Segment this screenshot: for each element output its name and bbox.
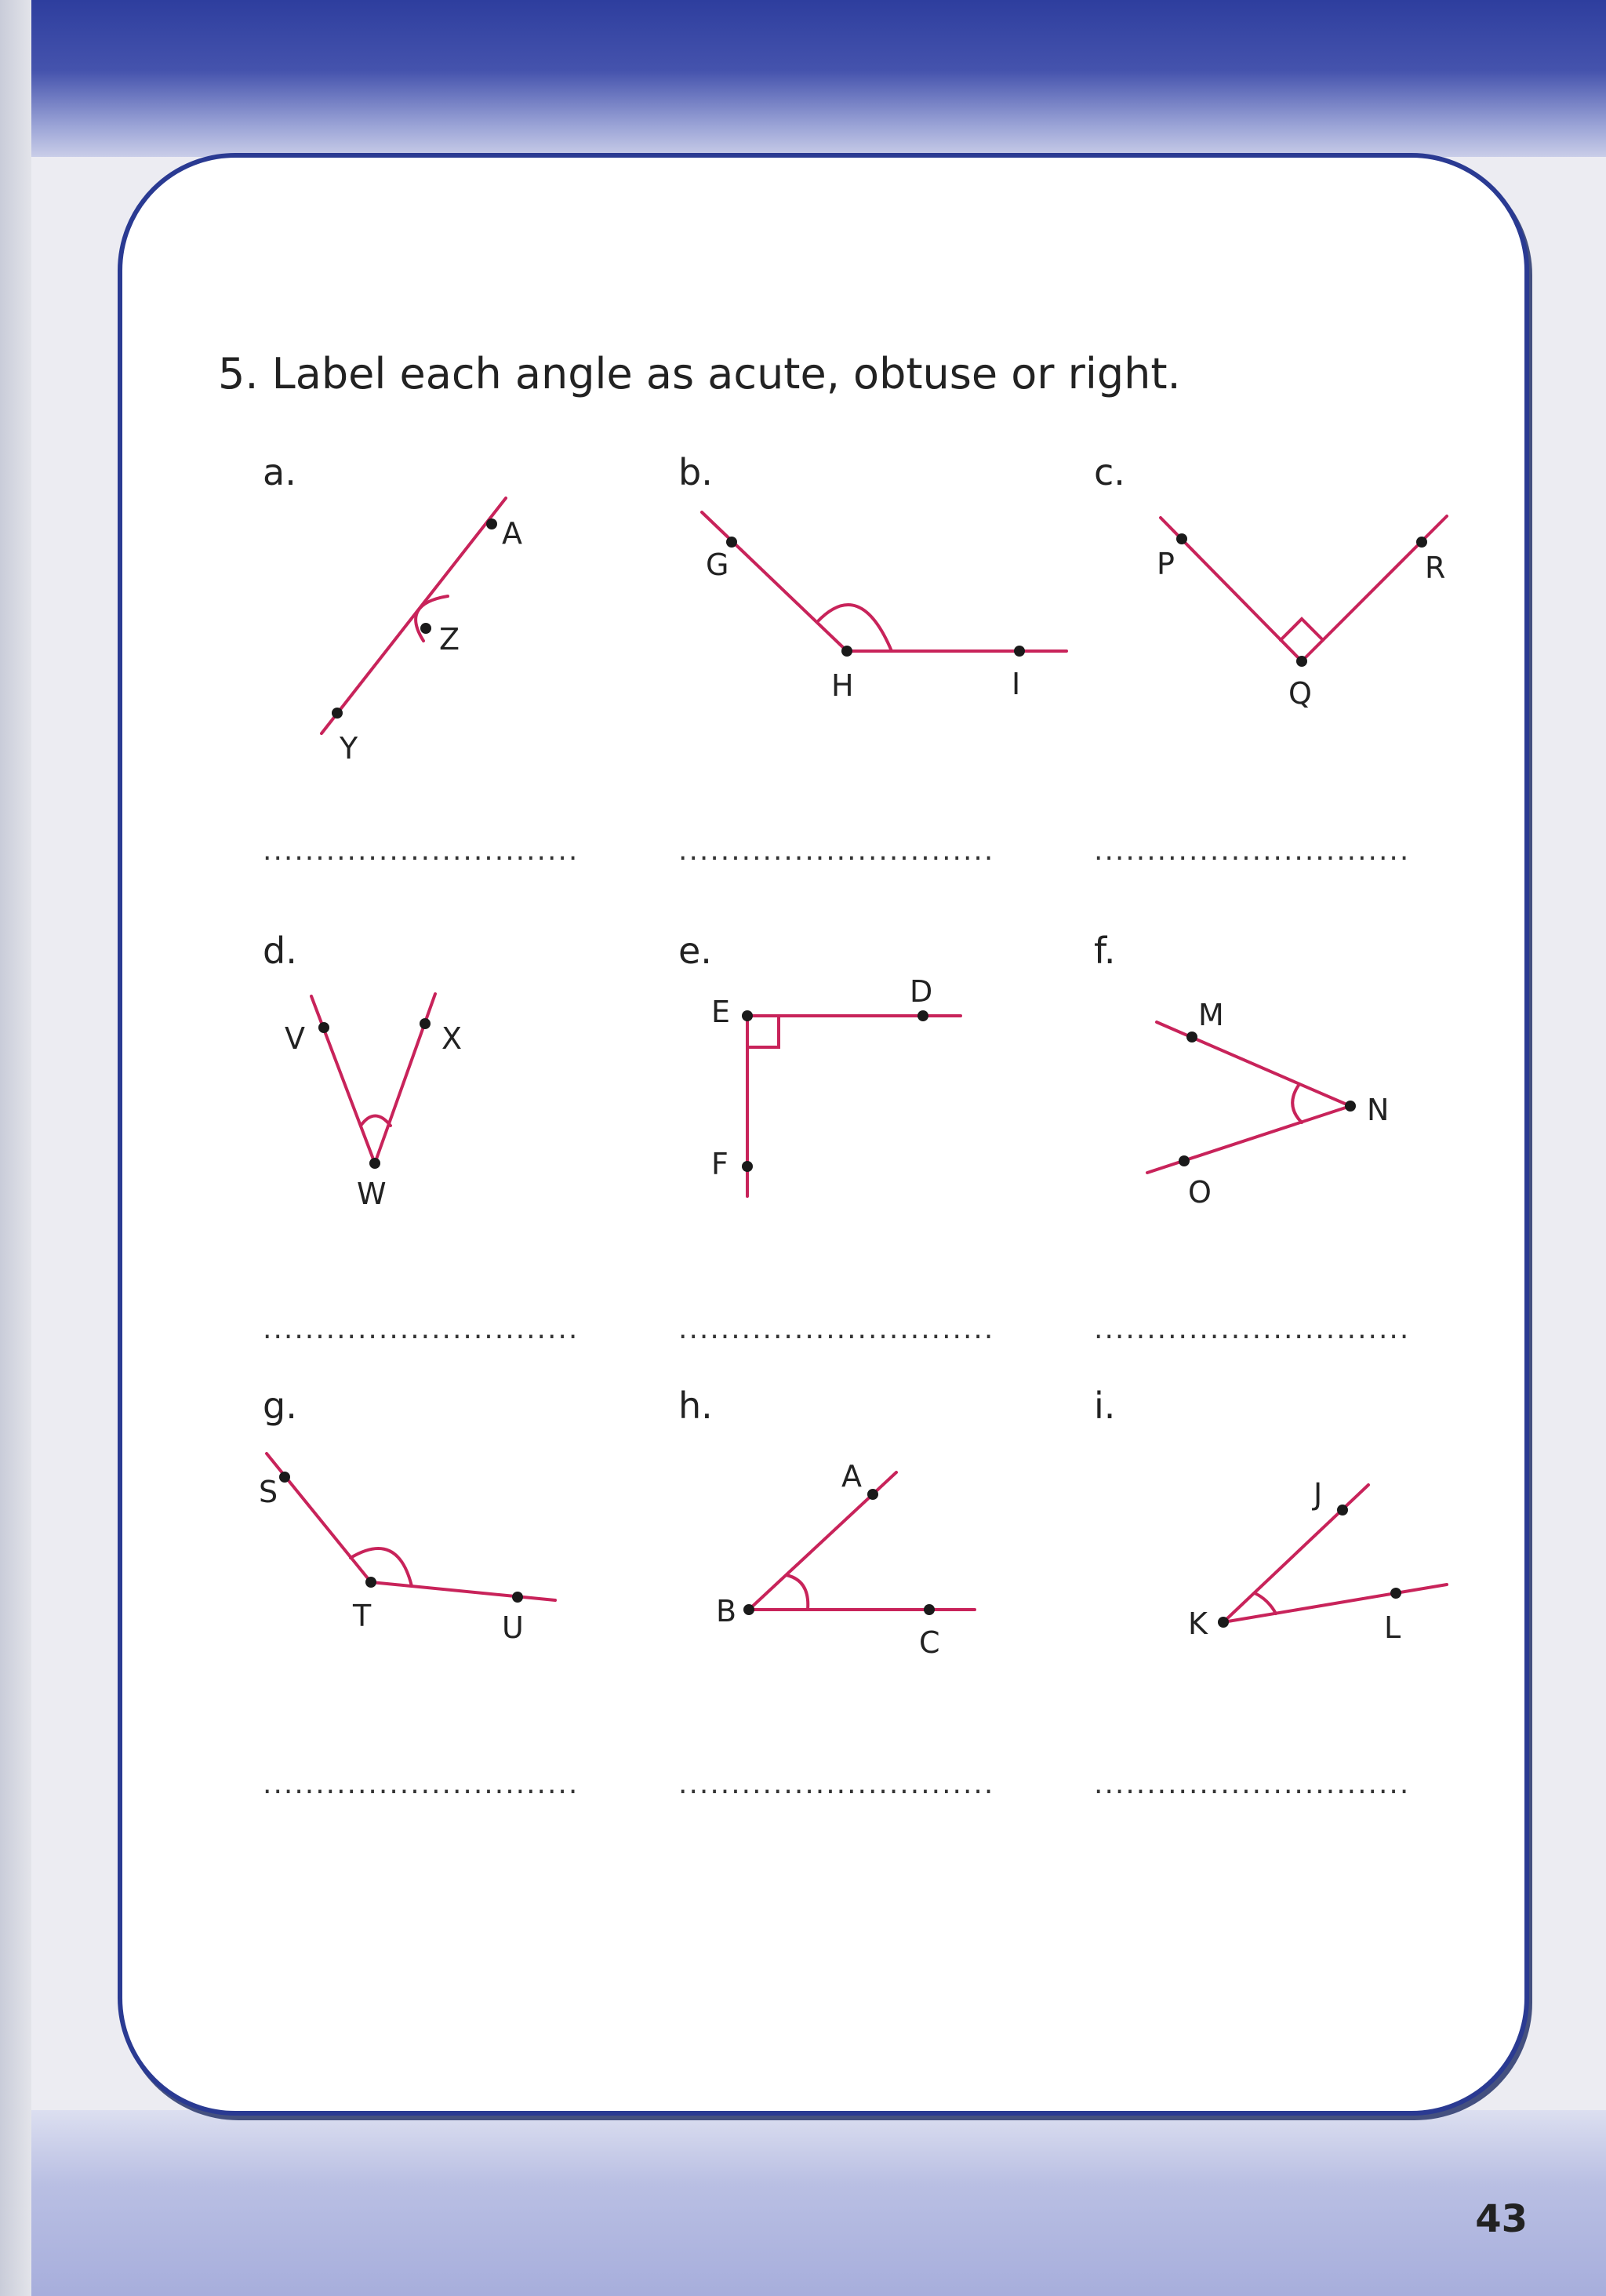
top-banner — [0, 0, 1606, 157]
answer-blank[interactable]: .............................. — [1094, 1313, 1411, 1345]
point-label: G — [706, 548, 729, 582]
angle-diagram-f — [1094, 930, 1510, 1369]
point-label: A — [841, 1459, 862, 1494]
point-label: B — [716, 1594, 737, 1628]
answer-blank[interactable]: .............................. — [1094, 835, 1411, 867]
item-letter: b. — [678, 451, 713, 493]
point-label: Q — [1288, 676, 1312, 711]
point-label: L — [1384, 1610, 1401, 1645]
answer-blank[interactable]: .............................. — [678, 1768, 995, 1800]
angle-item-d — [263, 930, 678, 1369]
angle-item-a — [263, 451, 678, 890]
angle-diagram-e — [678, 930, 1094, 1369]
angle-item-e — [678, 930, 1094, 1369]
point-label: E — [711, 995, 731, 1029]
angle-item-b — [678, 451, 1094, 890]
point-label: I — [1012, 667, 1021, 701]
point-label: W — [357, 1177, 387, 1211]
angle-diagram-g — [259, 1385, 678, 1824]
item-letter: h. — [678, 1385, 713, 1427]
angle-diagram-b — [678, 451, 1094, 890]
item-letter: f. — [1094, 930, 1116, 972]
angle-item-f — [1094, 930, 1510, 1369]
question-title: 5. Label each angle as acute, obtuse or right. — [218, 349, 1181, 398]
point-label: H — [831, 668, 854, 703]
answer-blank[interactable]: .............................. — [263, 1768, 580, 1800]
angle-diagram-c — [1094, 451, 1510, 890]
point-label: X — [441, 1021, 463, 1056]
angle-item-g — [259, 1385, 678, 1824]
point-label: V — [285, 1021, 305, 1056]
angle-item-h — [678, 1385, 1094, 1824]
point-label: Y — [340, 731, 358, 766]
point-label: A — [502, 516, 522, 551]
item-letter: i. — [1094, 1385, 1116, 1427]
answer-blank[interactable]: .............................. — [678, 1313, 995, 1345]
answer-blank[interactable]: .............................. — [263, 835, 580, 867]
point-label: Z — [439, 622, 460, 657]
point-label: O — [1188, 1175, 1212, 1210]
point-label: F — [711, 1147, 729, 1181]
point-label: N — [1367, 1093, 1390, 1127]
angle-diagram-h — [678, 1385, 1094, 1824]
point-label: C — [919, 1625, 940, 1660]
angle-diagram-i — [1094, 1385, 1510, 1824]
angle-diagram-a — [263, 451, 678, 890]
angle-diagram-d — [263, 930, 678, 1369]
bottom-banner — [0, 2110, 1606, 2296]
answer-blank[interactable]: .............................. — [678, 835, 995, 867]
point-label: R — [1425, 551, 1446, 585]
item-letter: g. — [263, 1385, 297, 1427]
point-label: T — [353, 1599, 372, 1633]
point-label: K — [1188, 1606, 1208, 1641]
item-letter: a. — [263, 451, 296, 493]
point-label: D — [910, 974, 933, 1009]
angle-item-i — [1094, 1385, 1510, 1824]
answer-blank[interactable]: .............................. — [263, 1313, 580, 1345]
page-number: 43 — [1475, 2197, 1528, 2241]
point-label: U — [502, 1610, 524, 1645]
item-letter: e. — [678, 930, 712, 972]
item-letter: d. — [263, 930, 297, 972]
point-label: M — [1198, 998, 1224, 1032]
answer-blank[interactable]: .............................. — [1094, 1768, 1411, 1800]
page-edge — [0, 0, 31, 2296]
point-label: S — [259, 1475, 278, 1509]
angle-item-c — [1094, 451, 1510, 890]
item-letter: c. — [1094, 451, 1125, 493]
point-label: J — [1314, 1477, 1323, 1512]
point-label: P — [1157, 547, 1175, 581]
